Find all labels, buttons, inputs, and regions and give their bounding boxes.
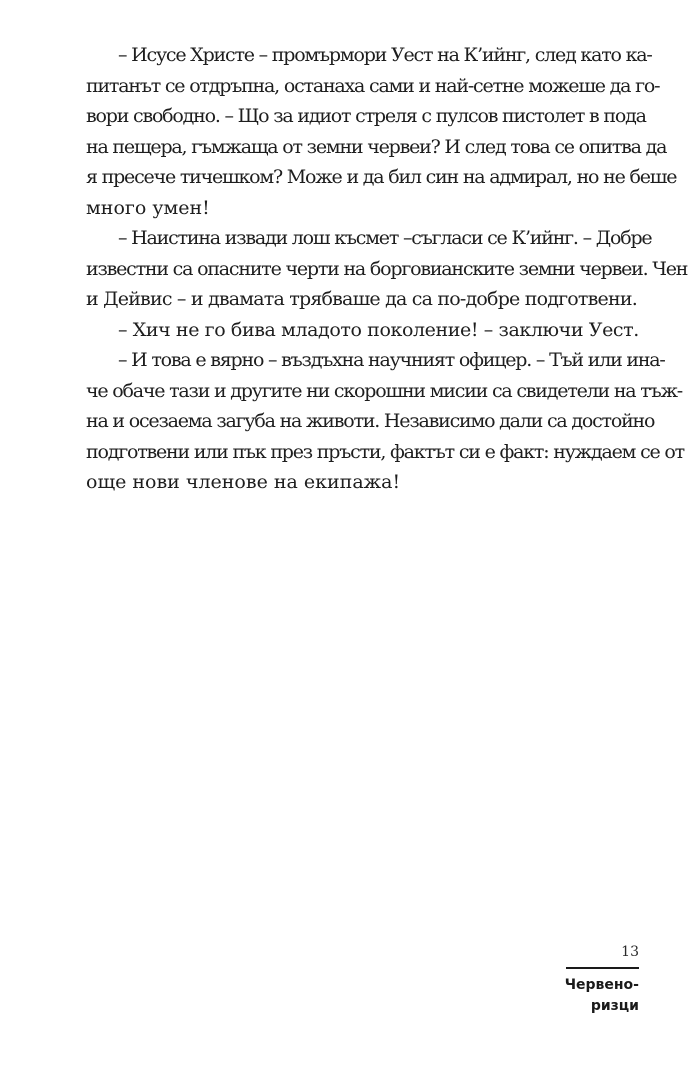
paragraph [86,315,641,346]
text-line: на и осезаема загуба на животи. Независимо дали са достойно [86,410,655,432]
text-line: известни са опасните черти на борговианските земни червеи. Чен [86,257,688,280]
running-head-line: ризци [590,998,639,1014]
paragraph [86,345,684,498]
running-head [565,975,639,1017]
text-line: – Наистина извади лош късмет –съгласи се К’ийнг. – Добре [118,227,652,249]
text-line: питанът се отдръпна, останаха сами и най-сетне можеше да го- [86,74,660,97]
text-line: я пресече тичешком? Може и да бил син на адмирал, но не беше [86,166,677,188]
text-line: – Исусе Христе – промърмори Уест на К’ийнг, след като ка- [118,44,652,66]
running-head-line: Червено- [564,977,639,993]
text-line: че обаче тази и другите ни скорошни мисии са свидетели на тъж- [86,379,682,402]
text-line: вори свободно. – Що за идиот стреля с пулсов пистолет в пода [86,105,646,127]
text-line: – И това е вярно – въздъхна научният офицер. – Тъй или ина- [118,349,665,371]
text-line: още нови членове на екипажа! [86,471,401,493]
text-line: – Хич не го бива младото поколение! – заключи Уест. [118,318,639,341]
text-line: много умен! [86,196,210,219]
page-number: 13 [621,944,639,960]
paragraph [86,40,677,223]
paragraph [86,223,688,315]
text-line: на пещера, гъмжаща от земни червеи? И след това се опитва да [86,135,667,158]
text-line: подготвени или пък през пръсти, фактът си е факт: нуждаем се от [86,440,684,463]
text-line: и Дейвис – и двамата трябваше да са по-добре подготвени. [86,288,637,310]
footer-divider [566,967,639,969]
body-text [86,40,688,498]
